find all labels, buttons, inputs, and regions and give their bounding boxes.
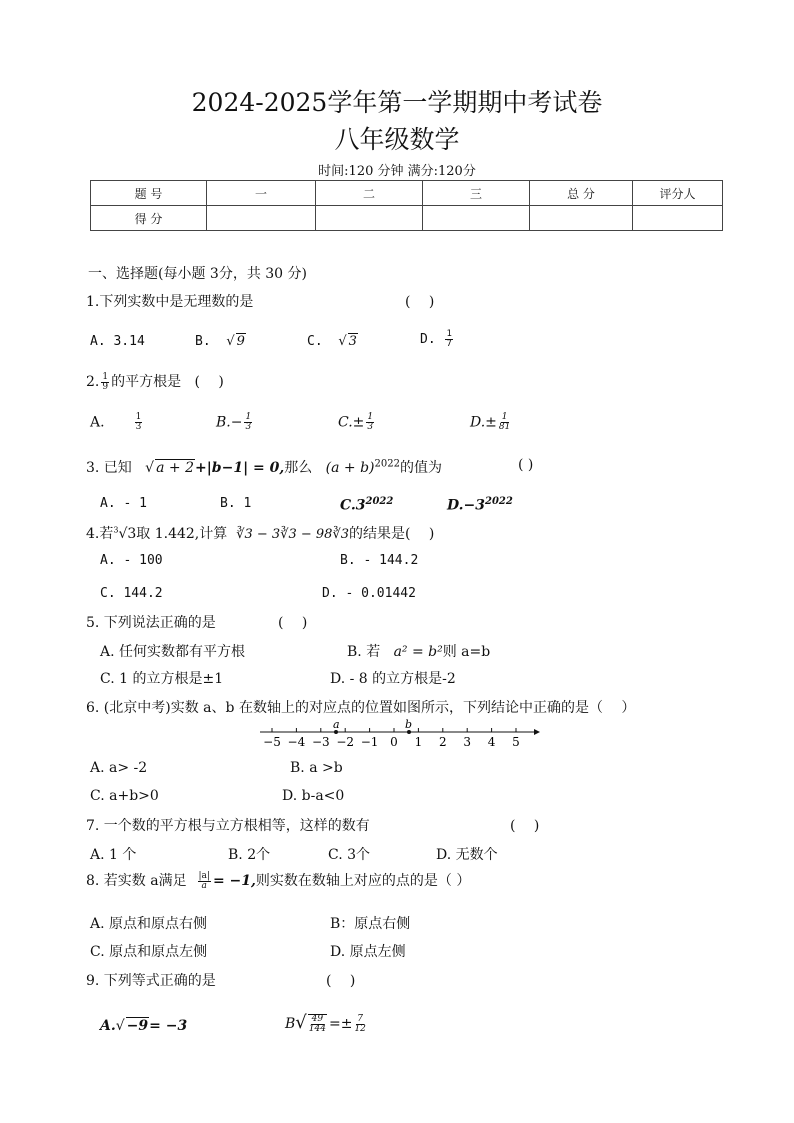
q8-stem: 8. 若实数 a满足 $\frac{|a|}{a}$ = −1,则实数在数轴上对应的点的是（ ） <box>86 870 471 891</box>
q5-answer-paren: ( ) <box>278 615 308 631</box>
subject-title: 八年级数学 <box>334 125 460 154</box>
number-line-tick-label: −3 <box>311 735 330 749</box>
exam-title: 2024-2025学年第一学期期中考试卷 <box>191 88 603 117</box>
q7-stem: 7. 一个数的平方根与立方根相等，这样的数有 <box>86 818 370 834</box>
q7-option-c: C. 3个 <box>328 847 371 863</box>
point-b-label: b <box>405 718 413 731</box>
q7-option-a: A. 1 个 <box>90 847 137 863</box>
q8-option-d: D. 原点左侧 <box>330 944 406 960</box>
score-cell[interactable] <box>633 206 723 231</box>
q8-option-c: C. 原点和原点左侧 <box>90 944 208 960</box>
q6-option-d: D. b-a<0 <box>282 788 345 804</box>
number-line <box>258 716 540 750</box>
q3-option-a: A. - 1 <box>100 496 147 511</box>
q7-option-b: B. 2个 <box>228 847 271 863</box>
score-table <box>90 180 723 231</box>
q2-stem: 2. $\frac{1}{9}$ 的平方根是 ( ) <box>86 371 224 392</box>
score-cell[interactable] <box>530 206 633 231</box>
q6-stem: 6. (北京中考)实数 a、b 在数轴上的对应点的位置如图所示，下列结论中正确的是（ ） <box>86 700 636 716</box>
number-line-tick-label: 4 <box>487 735 496 749</box>
q9-answer-paren: ( ) <box>326 973 356 989</box>
q5-option-b: B. 若 a² = b²则 a=b <box>347 644 491 660</box>
point-a-label: a <box>333 718 340 731</box>
number-line-tick-label: −1 <box>360 735 379 749</box>
score-row-label: 得 分 <box>91 206 207 231</box>
q6-option-a: A. a> -2 <box>90 760 148 776</box>
score-cell[interactable] <box>207 206 316 231</box>
q7-answer-paren: ( ) <box>510 818 540 834</box>
q3-option-c: $C.3^{2022}$ <box>340 496 394 514</box>
section-heading: 一、选择题(每小题 3分，共 30 分) <box>88 266 307 282</box>
q8-option-a: A. 原点和原点右侧 <box>90 916 208 932</box>
q2-option-c: C.± $\frac{1}{3}$ <box>338 412 374 432</box>
q9-option-a: A.√ −9= −3 <box>100 1018 188 1034</box>
time-info: 时间:120 分钟 满分:120分 <box>318 164 476 179</box>
q4-option-a: A. - 100 <box>100 553 163 568</box>
q1-stem: 1.下列实数中是无理数的是 <box>86 294 254 310</box>
q8-option-b: B：原点右侧 <box>330 916 411 932</box>
number-line-tick-label: 1 <box>414 735 423 749</box>
number-line-tick-label: −4 <box>287 735 306 749</box>
q3-option-d: $D.-3^{2022}$ <box>447 496 513 514</box>
number-line-tick-label: 3 <box>463 735 472 749</box>
score-header-cell: 一 <box>207 181 316 206</box>
q1-option-a: A. 3.14 <box>90 334 145 349</box>
q1-option-c: C. √ 3 <box>307 334 357 349</box>
q5-option-a: A. 任何实数都有平方根 <box>100 644 246 660</box>
number-line-tick-label: 5 <box>512 735 520 749</box>
q9-option-b: B√ $\frac{49}{144}$ =± $\frac{7}{12}$ <box>285 1012 366 1034</box>
score-cell[interactable] <box>423 206 530 231</box>
q4-option-c: C. 144.2 <box>100 586 163 601</box>
q4-option-d: D. - 0.01442 <box>322 586 416 601</box>
q5-option-c: C. 1 的立方根是±1 <box>100 671 224 687</box>
q4-option-b: B. - 144.2 <box>340 553 419 568</box>
q1-answer-paren: ( ) <box>405 294 435 310</box>
q3-stem: 3. 已知 √ a + 2+|b−1| = 0,那么 $(a + b)^{2022}$的值为 <box>86 458 442 476</box>
number-line-tick-label: −5 <box>263 735 281 749</box>
q6-option-c: C. a+b>0 <box>90 788 159 804</box>
score-cell[interactable] <box>316 206 423 231</box>
q2-option-d: D.± $\frac{1}{81}$ <box>470 412 511 432</box>
score-header-cell: 三 <box>423 181 530 206</box>
score-header-cell: 总 分 <box>530 181 633 206</box>
q3-option-b: B. 1 <box>220 496 252 511</box>
q2-option-a: A. $\frac{1}{3}$ <box>90 412 142 432</box>
q5-stem: 5. 下列说法正确的是 <box>86 615 216 631</box>
number-line-tick-label: 0 <box>390 735 398 749</box>
q7-option-d: D. 无数个 <box>436 847 498 863</box>
q4-stem: 4.若$^3$√3取 1.442,计算 ∛3 − 3∛3 − 98∛3的结果是( ) <box>86 525 435 542</box>
q1-option-d: D. $\frac{1}{7}$ <box>420 329 452 349</box>
q6-option-b: B. a >b <box>290 760 343 776</box>
number-line-tick-label: −2 <box>336 735 355 749</box>
q3-answer-paren: ( ) <box>518 457 534 473</box>
score-header-cell: 二 <box>316 181 423 206</box>
q5-option-d: D. - 8 的立方根是-2 <box>330 671 456 687</box>
q1-option-b: B. √ 9 <box>195 334 245 349</box>
number-line-arrow <box>534 729 540 735</box>
score-header-cell: 评分人 <box>633 181 723 206</box>
q9-stem: 9. 下列等式正确的是 <box>86 973 216 989</box>
number-line-tick-label: 2 <box>438 735 447 749</box>
score-header-cell: 题 号 <box>91 181 207 206</box>
q2-option-b: B.− $\frac{1}{3}$ <box>216 412 252 432</box>
